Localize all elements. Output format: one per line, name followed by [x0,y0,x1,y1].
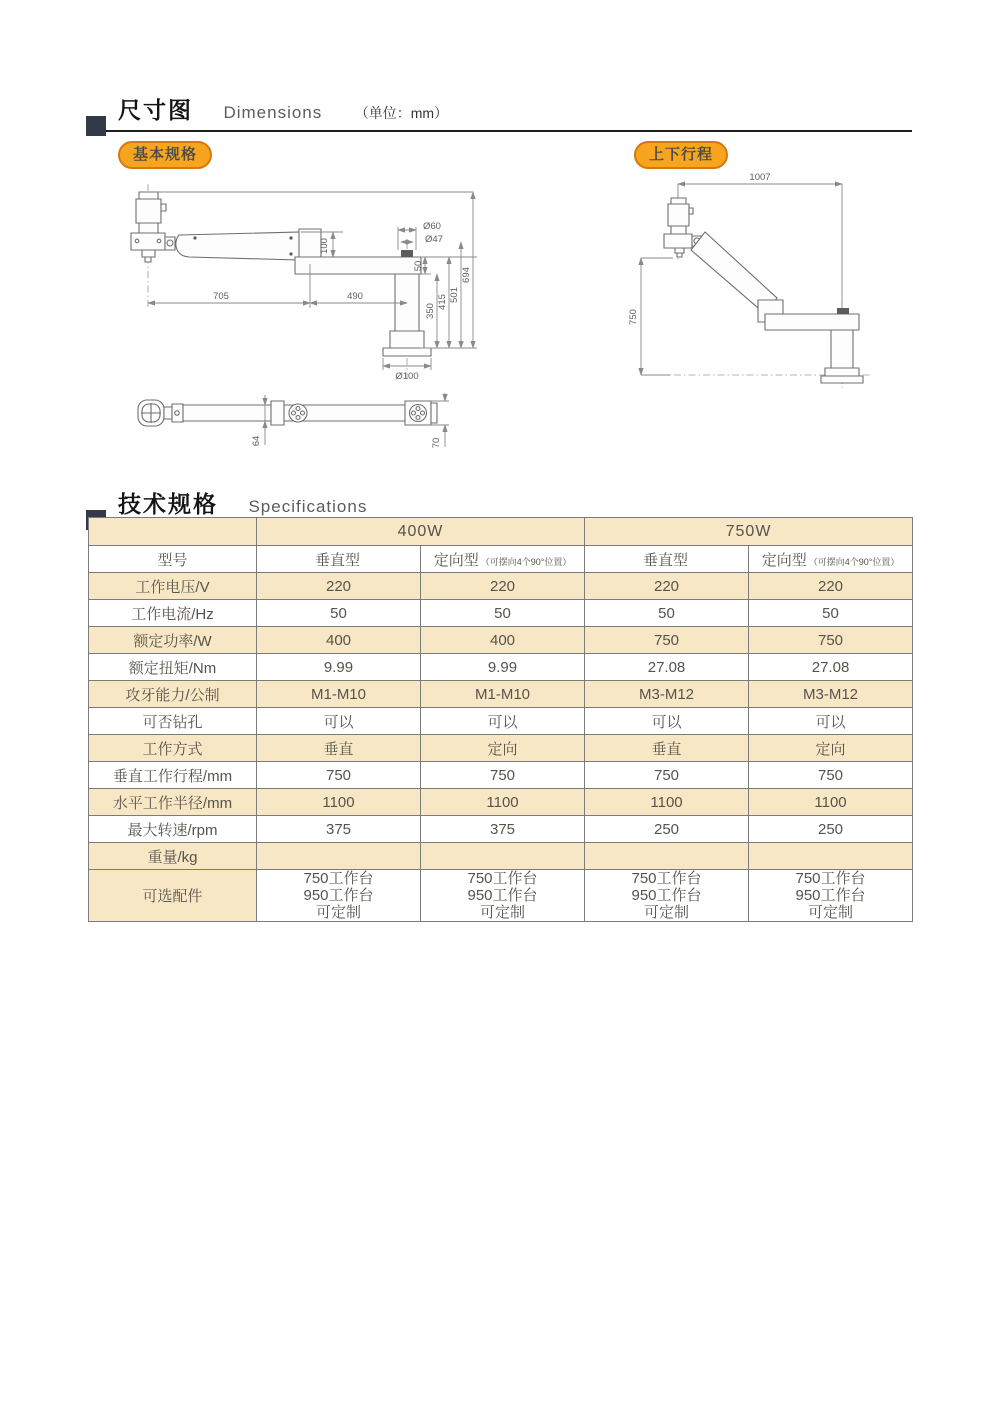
drawing-stroke [625,170,915,395]
column-pin [401,250,413,257]
spec-cell: 750 [749,627,913,654]
row-label: 工作方式 [89,735,257,762]
svg-text:Ø47: Ø47 [425,234,443,245]
spec-table [88,517,913,922]
spec-cell: 定向 [421,735,585,762]
spec-cell: M1-M10 [257,681,421,708]
table-row [89,735,913,762]
svg-text:50: 50 [413,260,424,272]
row-label: 额定扭矩/Nm [89,654,257,681]
badge-stroke: 上下行程 [634,141,728,169]
table-row [89,708,913,735]
spec-cell [749,843,913,870]
spec-cell: 400 [257,627,421,654]
end-joint [405,401,437,425]
spec-cell: M1-M10 [421,681,585,708]
table-row [89,870,913,922]
svg-text:1007: 1007 [749,172,771,183]
spec-cell: 27.08 [749,654,913,681]
row-label: 最大转速/rpm [89,816,257,843]
spec-cell: 250 [585,816,749,843]
spec-cell: 50 [749,600,913,627]
spec-cell: 250 [749,816,913,843]
spec-cell: 750 [421,762,585,789]
support-column [821,330,863,383]
motor-unit [131,192,166,262]
row-label: 攻牙能力/公制 [89,681,257,708]
spec-cell: 220 [749,573,913,600]
spec-cell: 750 [585,627,749,654]
spec-cell: 220 [257,573,421,600]
table-row [89,654,913,681]
spec-cell: 375 [421,816,585,843]
table-row [89,843,913,870]
upper-arm [165,232,301,260]
spec-cell: 可以 [421,708,585,735]
section-title-zh: 技术规格 [118,491,218,517]
corner-cell [89,518,257,546]
spec-cell: 220 [585,573,749,600]
spec-cell: 750工作台 950工作台 可定制 [421,870,585,922]
spec-cell: 750工作台 950工作台 可定制 [749,870,913,922]
row-label: 工作电压/V [89,573,257,600]
table-row [89,762,913,789]
swivel-link [164,404,183,422]
power-group-750w: 750W [585,518,913,546]
svg-text:100: 100 [319,238,330,254]
motor-top-view [138,400,164,426]
svg-text:70: 70 [431,437,442,449]
spec-cell: 750 [749,762,913,789]
spec-cell [585,843,749,870]
table-row [89,600,913,627]
svg-text:Ø100: Ø100 [395,371,419,382]
spec-cell: 1100 [585,789,749,816]
spec-cell: 可以 [749,708,913,735]
spec-cell: 9.99 [421,654,585,681]
type-col-header: 定向型 （可摆向4个90°位置） [749,546,913,573]
spec-cell: 9.99 [257,654,421,681]
table-row [89,573,913,600]
svg-text:350: 350 [425,303,436,319]
spec-table-body [89,573,913,922]
svg-text:750: 750 [628,309,639,325]
row-label: 垂直工作行程/mm [89,762,257,789]
section-title-en: Dimensions [223,103,323,122]
spec-cell: 27.08 [585,654,749,681]
lower-arm [295,257,421,274]
spec-cell: 50 [421,600,585,627]
spec-cell: 220 [421,573,585,600]
spec-cell: 50 [257,600,421,627]
spec-cell: 可以 [585,708,749,735]
drawing-basic-dimensions [115,180,515,395]
spec-cell [421,843,585,870]
svg-text:501: 501 [449,287,460,303]
spec-cell: 1100 [749,789,913,816]
spec-cell: 定向 [749,735,913,762]
svg-text:490: 490 [347,291,363,302]
section-title-zh: 尺寸图 [118,97,193,123]
model-type-row [89,546,913,573]
table-row [89,681,913,708]
motor-unit [664,198,693,257]
spec-cell: 750工作台 950工作台 可定制 [585,870,749,922]
svg-text:705: 705 [213,291,229,302]
row-label: 重量/kg [89,843,257,870]
support-column [383,274,431,356]
type-col-header: 定向型 （可摆向4个90°位置） [421,546,585,573]
row-label: 可选配件 [89,870,257,922]
spec-cell: 375 [257,816,421,843]
power-group-row [89,518,913,546]
row-label: 工作电流/Hz [89,600,257,627]
svg-text:64: 64 [251,435,262,447]
unit-label: （单位：mm） [354,105,449,121]
row-label: 额定功率/W [89,627,257,654]
spec-cell: 1100 [257,789,421,816]
spec-cell: M3-M12 [749,681,913,708]
type-col-header: 垂直型 [585,546,749,573]
section-title-en: Specifications [248,497,368,516]
table-row [89,816,913,843]
spec-cell: 750 [257,762,421,789]
folded-arm [691,232,783,322]
table-row [89,627,913,654]
badge-basic-spec: 基本规格 [118,141,212,169]
spec-cell: 1100 [421,789,585,816]
spec-cell: 垂直 [585,735,749,762]
section-header-dimensions [86,92,912,132]
type-col-header: 垂直型 [257,546,421,573]
drawing-top-view [105,393,455,455]
spec-cell: 50 [585,600,749,627]
table-row [89,789,913,816]
spec-cell: 750 [585,762,749,789]
spec-cell: 可以 [257,708,421,735]
spec-cell: M3-M12 [585,681,749,708]
section-bullet-icon [86,116,106,136]
spec-cell: 400 [421,627,585,654]
svg-text:Ø60: Ø60 [423,221,441,232]
row-label: 可否钻孔 [89,708,257,735]
svg-text:694: 694 [461,267,472,283]
svg-text:415: 415 [437,294,448,310]
spec-cell [257,843,421,870]
power-group-400w: 400W [257,518,585,546]
spec-cell: 750工作台 950工作台 可定制 [257,870,421,922]
model-label: 型号 [89,546,257,573]
row-label: 水平工作半径/mm [89,789,257,816]
spec-cell: 垂直 [257,735,421,762]
